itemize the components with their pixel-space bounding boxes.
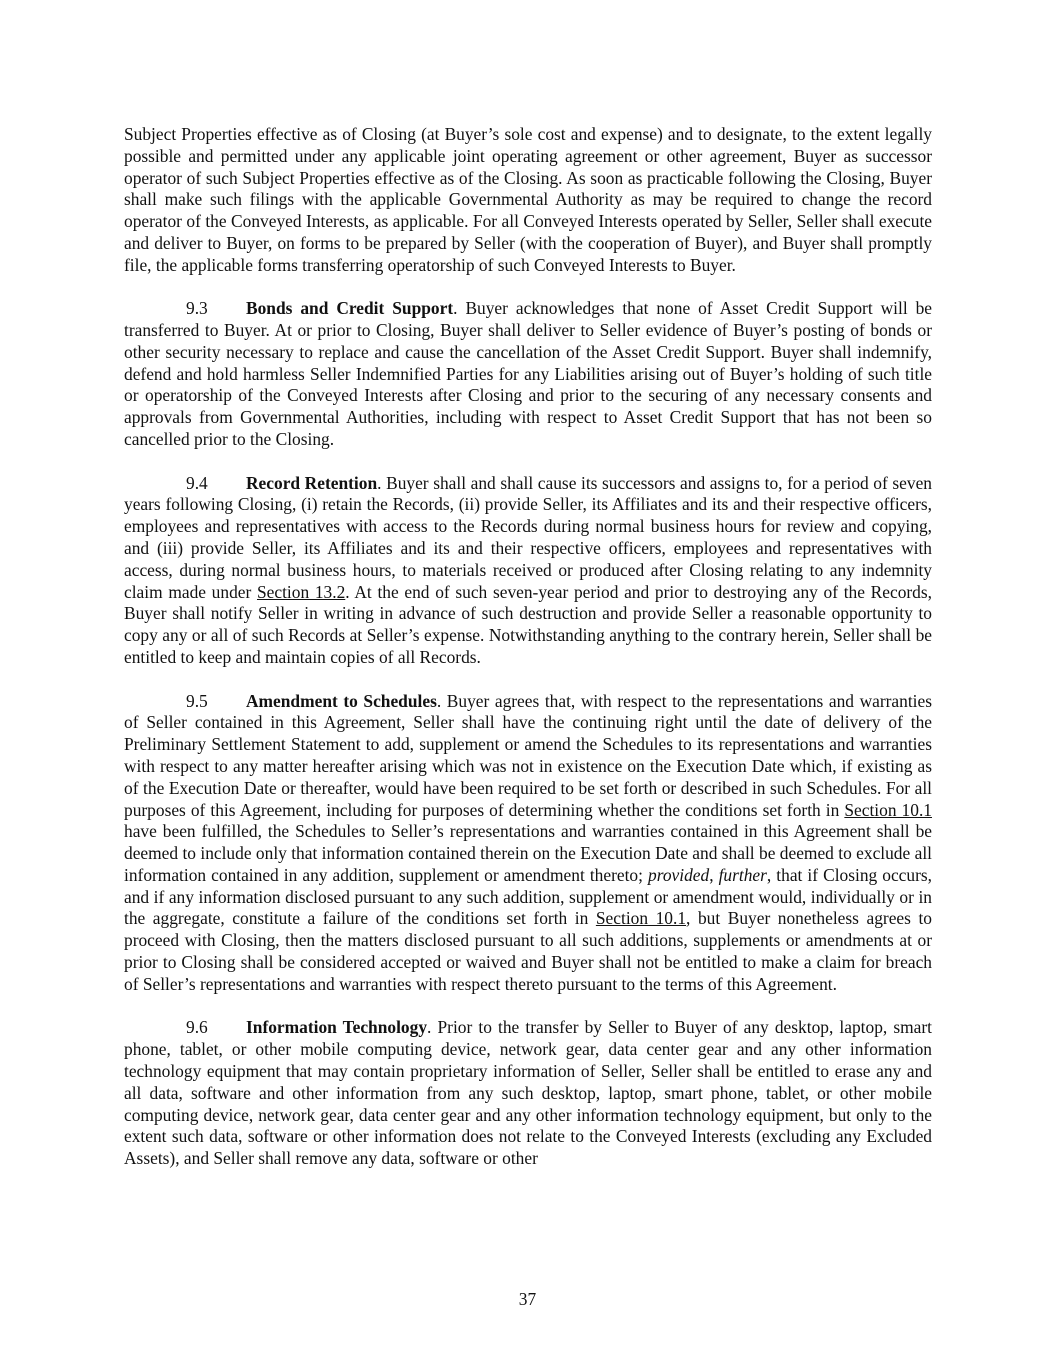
section-number: 9.4 — [186, 472, 208, 493]
section-9-4 — [124, 473, 932, 669]
section-10-1-link[interactable]: Section 10.1 — [595, 908, 687, 929]
section-body: . Buyer shall and shall cause its successors and assigns to, for a period of seven years following Closing, (i) retain the Records, (ii) provide Seller, its Affiliates and its and their respective officers, employees and representatives with access to the Records during normal business hours for review and copying, and (iii) provide Seller, its Affiliates and its and their respective officers, employees and representatives with access, during normal business hours, to materials received or produced after Closing relating to any indemnity claim made under — [124, 472, 932, 602]
section-body: , but Buyer nonetheless agrees to proceed with Closing, then the matters disclosed pursuant to all such additions, supplements or amendments at or prior to Closing shall be considered accepted or waived and Buyer shall not be entitled to make a claim for breach of Seller’s representations and warranties with respect thereto pursuant to the terms of this Agreement. — [124, 908, 932, 994]
section-body: , that if Closing occurs, and if any information disclosed pursuant to any such addition, supplement or amendment would, individually or in the aggregate, constitute a failure of the conditions set forth in — [124, 864, 932, 929]
section-body: . At the end of such seven-year period and prior to destroying any of the Records, Buyer shall notify Seller in writing in advance of such destruction and provide Seller a reasonable opportunity to copy any or all of such Records at Seller’s expense. Notwithstanding anything to the contrary herein, Seller shall be entitled to keep and maintain copies of all Records. — [124, 581, 932, 667]
page-number: 37 — [518, 1289, 537, 1309]
section-9-6 — [124, 1017, 932, 1170]
document-page — [124, 124, 932, 1192]
comma: , — [709, 864, 719, 885]
section-heading: Amendment to Schedules — [246, 690, 437, 711]
section-number: 9.3 — [186, 298, 208, 319]
section-9-3 — [124, 298, 932, 451]
section-body: have been fulfilled, the Schedules to Seller’s representations and warranties contained in this Agreement shall be deemed to include only that information contained therein on the Execution Date and shall be deemed to exclude all information contained in any addition, supplement or amendment thereto; — [124, 821, 932, 885]
section-9-5 — [124, 691, 932, 996]
section-number: 9.6 — [186, 1017, 208, 1038]
section-10-1-link[interactable]: Section 10.1 — [844, 799, 932, 820]
italic-provided: provided — [648, 864, 710, 885]
section-heading: Record Retention — [246, 472, 378, 493]
section-heading: Information Technology — [246, 1017, 428, 1038]
italic-further: further — [718, 864, 767, 885]
continuation-paragraph — [124, 124, 932, 277]
section-number: 9.5 — [186, 690, 208, 711]
section-body: . Prior to the transfer by Seller to Buyer of any desktop, laptop, smart phone, tablet, or other mobile computing device, network gear, data center gear and any other information technology equipment that may contain proprietary information of Seller, Seller shall be entitled to erase any and all data, software and other information from any such desktop, laptop, smart phone, tablet, or other mobile computing device, network gear, data center gear and any other information technology equipment, but only to the extent such data, software or other information does not relate to the Conveyed Interests (excluding any Excluded Assets), and Seller shall remove any data, software or other — [124, 1017, 932, 1169]
section-13-2-link[interactable]: Section 13.2 — [256, 581, 346, 602]
section-body: . Buyer acknowledges that none of Asset Credit Support will be transferred to Buyer. At or prior to Closing, Buyer shall deliver to Seller evidence of Buyer’s posting of bonds or other security necessary to replace and cause the cancellation of the Asset Credit Support. Buyer shall indemnify, defend and hold harmless Seller Indemnified Parties for any Liabilities arising out of Buyer’s holding of such title or operatorship of the Conveyed Interests after Closing and prior to the securing of any necessary consents and approvals from Governmental Authorities, including with respect to Asset Credit Support that has not been so cancelled prior to the Closing. — [124, 298, 933, 449]
section-body: . Buyer agrees that, with respect to the representations and warranties of Seller contained in this Agreement, Seller shall have the continuing right until the date of delivery of the Preliminary Settlement Statement to add, supplement or amend the Schedules to its representations and warranties with respect to any matter hereafter arising which was not in existence on the Execution Date which, if existing as of the Execution Date or thereafter, would have been required to be set forth or described in such Schedules. For all purposes of this Agreement, including for purposes of determining whether the conditions set forth in — [124, 690, 932, 820]
section-heading: Bonds and Credit Support — [246, 298, 454, 319]
continuation-text: Subject Properties effective as of Closing (at Buyer’s sole cost and expense) and to designate, to the extent legally possible and permitted under any applicable joint operating agreement or other agreement, Buyer as successor operator of such Subject Properties effective as of the Closing. As soon as practicable following the Closing, Buyer shall make such filings with the applicable Governmental Authority as may be required to change the record operator of the Conveyed Interests, as applicable. For all Conveyed Interests operated by Seller, Seller shall execute and deliver to Buyer, on forms to be prepared by Seller (with the cooperation of Buyer), and Buyer shall promptly file, the applicable forms transferring operatorship of such Conveyed Interests to Buyer. — [124, 124, 932, 275]
